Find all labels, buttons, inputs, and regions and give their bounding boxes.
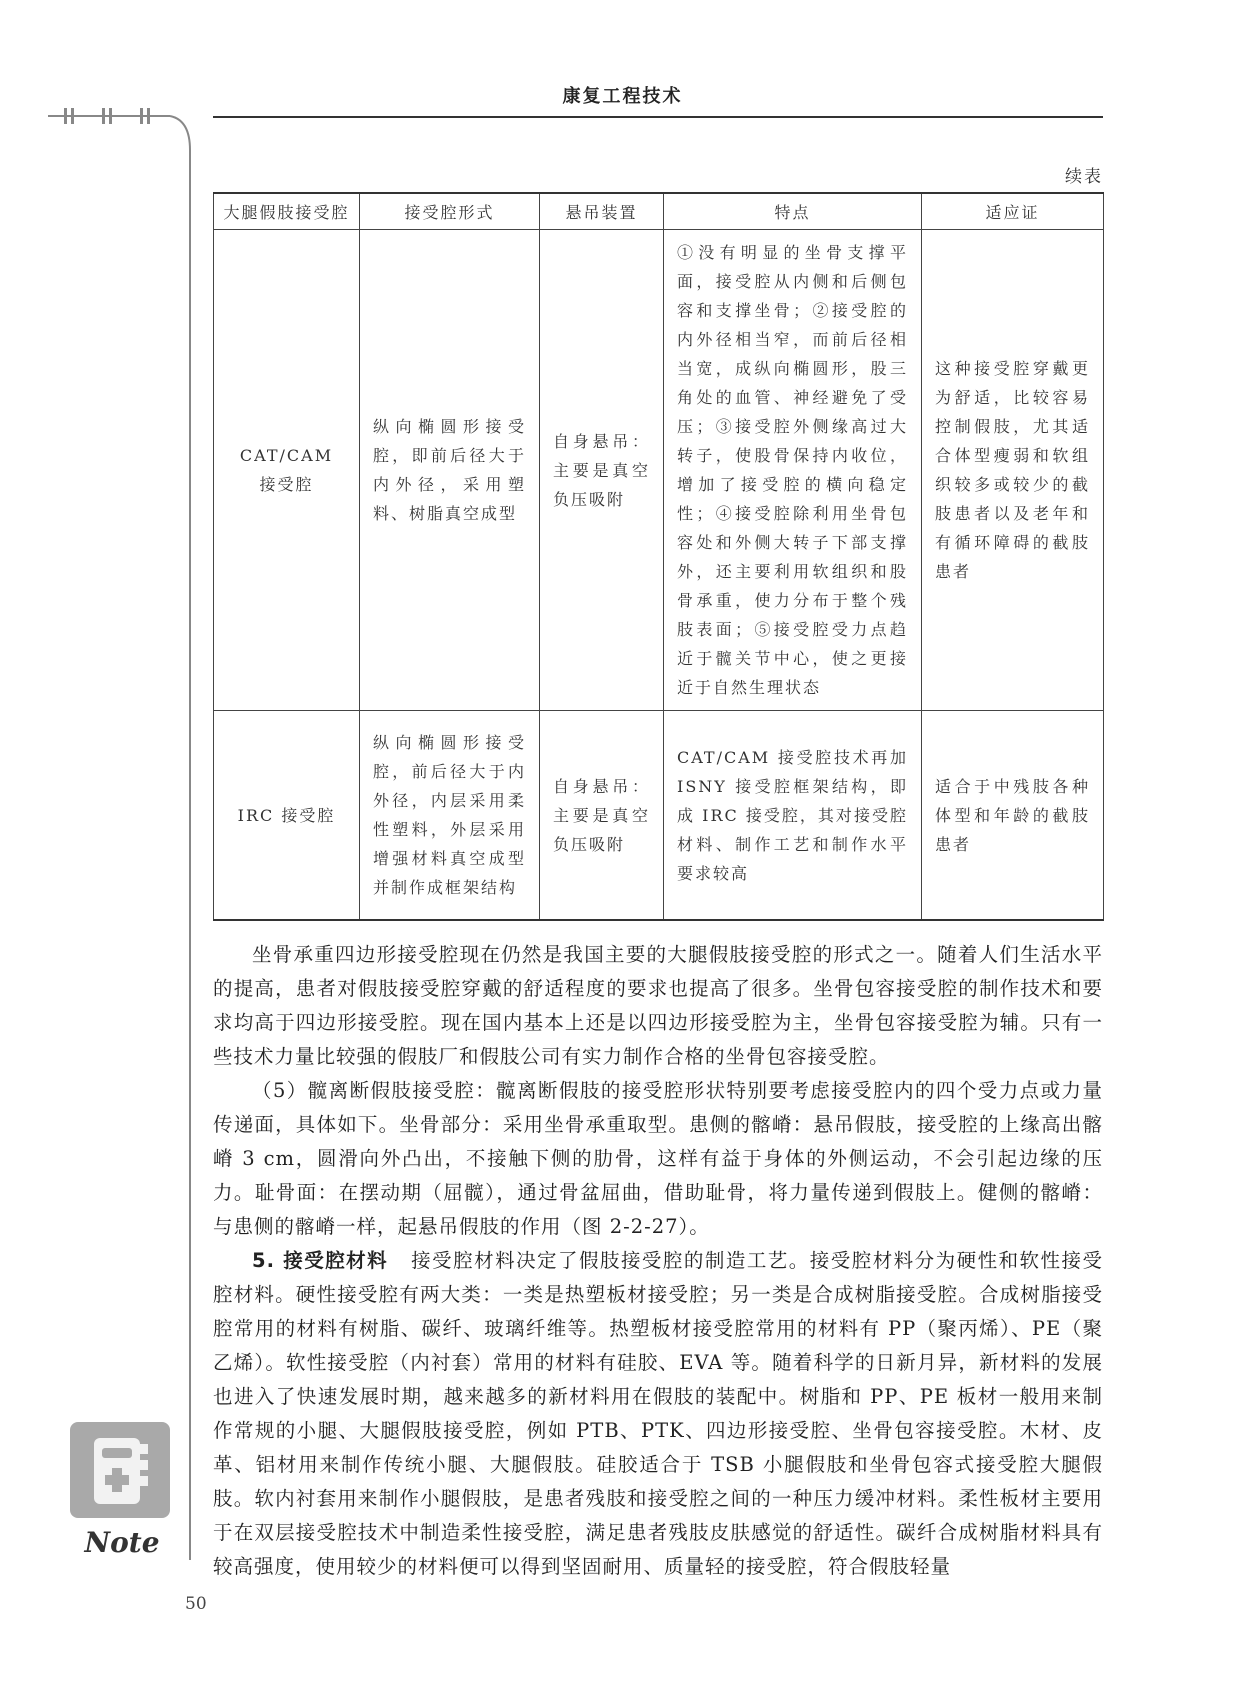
suspension-cell [540, 230, 664, 711]
column-header: 适应证 [922, 193, 1104, 230]
socket-types-table [213, 192, 1104, 921]
paragraph: （5）髋离断假肢接受腔：髋离断假肢的接受腔形状特别要考虑接受腔内的四个受力点或力量传递面，具体如下。坐骨部分：采用坐骨承重取型。患侧的髂嵴：悬吊假肢，接受腔的上缘高出髂嵴 3 cm，圆滑向外凸出，不接触下侧的肋骨，这样有益于身体的外侧运动，不会引起边缘的压力。耻骨面：在摆动期（屈髋），通过骨盆屈曲，借助耻骨，将力量传递到假肢上。健侧的髂嵴：与患侧的髂嵴一样，起悬吊假肢的作用（图 2-2-27）。 [213, 1079, 1103, 1238]
paragraph [213, 1244, 1103, 1584]
body-text [213, 938, 1103, 1584]
socket-form: 纵向椭圆形接受腔，前后径大于内外径，内层采用柔性塑料，外层采用增强材料真空成型并制作成框架结构 [373, 733, 526, 897]
indications-cell [922, 230, 1104, 711]
socket-form-cell [360, 711, 540, 921]
socket-name: CAT/CAM 接受腔 [239, 446, 334, 494]
features: ①没有明显的坐骨支撑平面，接受腔从内侧和后侧包容和支撑坐骨；②接受腔的内外径相当窄，而前后径相当宽，成纵向椭圆形，股三角处的血管、神经避免了受压；③接受腔外侧缘高过大转子，使股骨保持内收位，增加了接受腔的横向稳定性；④接受腔除利用坐骨包容处和外侧大转子下部支撑外，还主要利用软组织和股骨承重，使力分布于整个残肢表面；⑤接受腔受力点趋近于髋关节中心，使之更接近于自然生理状态 [677, 243, 908, 697]
suspension: 自身悬吊：主要是真空负压吸附 [553, 431, 650, 509]
column-header: 悬吊装置 [540, 193, 664, 230]
column-header: 大腿假肢接受腔 [214, 193, 360, 230]
page-number: 50 [185, 1594, 207, 1614]
indications: 适合于中残肢各种体型和年龄的截肢患者 [935, 776, 1090, 854]
note-pad-icon [70, 1422, 170, 1518]
paragraph: 坐骨承重四边形接受腔现在仍然是我国主要的大腿假肢接受腔的形式之一。随着人们生活水平的提高，患者对假肢接受腔穿戴的舒适程度的要求也提高了很多。坐骨包容接受腔的制作技术和要求均高于四边形接受腔。现在国内基本上还是以四边形接受腔为主，坐骨包容接受腔为辅。只有一些技术力量比较强的假肢厂和假肢公司有实力制作合格的坐骨包容接受腔。 [213, 943, 1103, 1068]
features-cell [664, 230, 922, 711]
features: CAT/CAM 接受腔技术再加 ISNY 接受腔框架结构，即成 IRC 接受腔，其对接受腔材料、制作工艺和制作水平要求较高 [677, 747, 908, 883]
table-row [214, 711, 1104, 921]
socket-form: 纵向椭圆形接受腔，即前后径大于内外径，采用塑料、树脂真空成型 [373, 417, 526, 523]
indications: 这种接受腔穿戴更为舒适，比较容易控制假肢，尤其适合体型瘦弱和软组织较多或较少的截肢患者以及老年和有循环障碍的截肢患者 [935, 359, 1090, 581]
table-continued-label: 续表 [1065, 167, 1103, 187]
section-title: 5. 接受腔材料 [252, 1249, 389, 1272]
column-header: 特点 [664, 193, 922, 230]
running-header-title: 康复工程技术 [562, 86, 683, 107]
indications-cell [922, 711, 1104, 921]
socket-form-cell [360, 230, 540, 711]
table-row [214, 230, 1104, 711]
features-cell [664, 711, 922, 921]
column-header: 接受腔形式 [360, 193, 540, 230]
socket-name-cell [214, 711, 360, 921]
socket-name: IRC 接受腔 [237, 805, 336, 825]
table-header-row [214, 193, 1104, 230]
section-text: 接受腔材料决定了假肢接受腔的制造工艺。接受腔材料分为硬性和软性接受腔材料。硬性接受腔有两大类：一类是热塑板材接受腔；另一类是合成树脂接受腔。合成树脂接受腔常用的材料有树脂、碳纤、玻璃纤维等。热塑板材接受腔常用的材料有 PP（聚丙烯）、PE（聚乙烯）。软性接受腔（内衬套）常用的材料有硅胶、EVA 等。随着科学的日新月异，新材料的发展也进入了快速发展时期，越来越多的新材料用在假肢的装配中。树脂和 PP、PE 板材一般用来制作常规的小腿、大腿假肢接受腔，例如 PTB、PTK、四边形接受腔、坐骨包容接受腔。木材、皮革、铝材用来制作传统小腿、大腿假肢。硅胶适合于 TSB 小腿假肢和坐骨包容式接受腔大腿假肢。软内衬套用来制作小腿假肢，是患者残肢和接受腔之间的一种压力缓冲材料。柔性板材主要用于在双层接受腔技术中制造柔性接受腔，满足患者残肢皮肤感觉的舒适性。碳纤合成树脂材料具有较高强度，使用较少的材料便可以得到坚固耐用、质量轻的接受腔，符合假肢轻量 [213, 1249, 1103, 1578]
note-label: Note [84, 1526, 160, 1559]
header-rule [213, 116, 1103, 118]
suspension: 自身悬吊：主要是真空负压吸附 [553, 776, 650, 854]
socket-name-cell [214, 230, 360, 711]
suspension-cell [540, 711, 664, 921]
